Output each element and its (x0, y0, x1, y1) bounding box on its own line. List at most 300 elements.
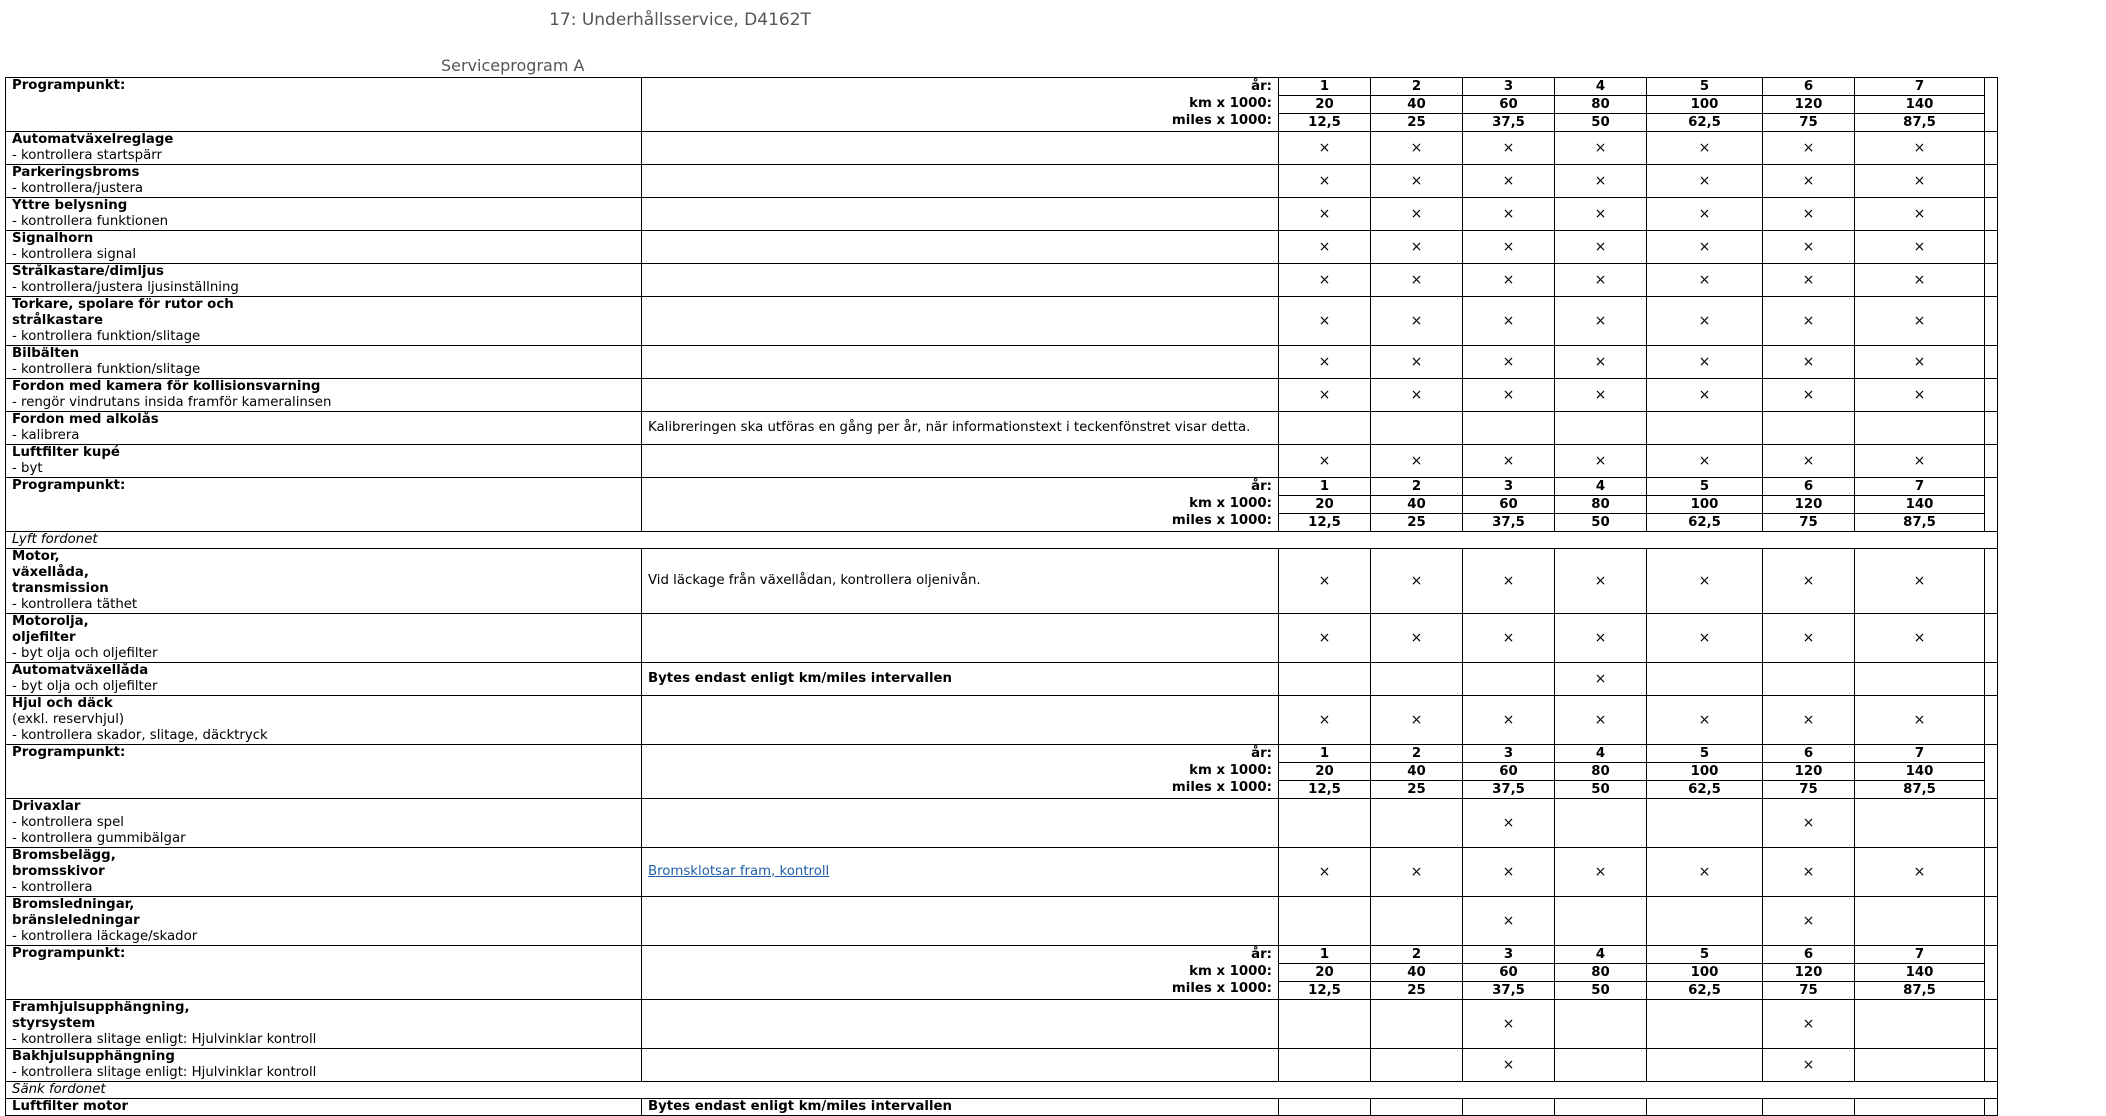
interval-mark: × (1763, 132, 1855, 165)
interval-mark (1985, 1099, 1998, 1116)
interval-mark: × (1647, 614, 1763, 663)
item-note: Bytes endast enligt km/miles intervallen (642, 663, 1279, 696)
item-subtask: - kalibrera (12, 428, 80, 443)
interval-value: 40 (1371, 96, 1462, 114)
item-note (642, 198, 1279, 231)
interval-column-5 (1647, 478, 1763, 532)
overflow-column (1985, 1049, 1998, 1082)
table-row (6, 165, 1998, 198)
interval-mark: × (1855, 198, 1985, 231)
item-title: Bakhjulsupphängning (12, 1049, 175, 1064)
item-title: styrsystem (12, 1016, 96, 1031)
item-note (642, 696, 1279, 745)
interval-column-6 (1763, 478, 1855, 532)
interval-value: 7 (1855, 745, 1984, 763)
interval-mark: × (1647, 165, 1763, 198)
table-row (6, 346, 1998, 379)
interval-value: 4 (1555, 745, 1646, 763)
interval-value: 120 (1763, 96, 1854, 114)
interval-label: år: (1251, 746, 1272, 761)
interval-mark (1855, 663, 1985, 696)
interval-mark: × (1279, 346, 1371, 379)
interval-mark (1855, 897, 1985, 946)
table-row (6, 297, 1998, 346)
item-note (642, 379, 1279, 412)
interval-labels (642, 78, 1279, 132)
overflow-column (1985, 663, 1998, 696)
interval-mark: × (1463, 1049, 1555, 1082)
interval-column-3 (1463, 78, 1555, 132)
interval-value: 140 (1855, 496, 1984, 514)
interval-label: km x 1000: (1189, 763, 1272, 778)
item-title: Framhjulsupphängning, (12, 1000, 190, 1015)
interval-value: 3 (1463, 745, 1554, 763)
interval-value: 140 (1855, 763, 1984, 781)
table-row (6, 1049, 1998, 1082)
table-row (6, 132, 1998, 165)
interval-value: 60 (1463, 964, 1554, 982)
interval-mark (1555, 1049, 1647, 1082)
item-subtask: - kontrollera funktionen (12, 214, 169, 229)
interval-value: 7 (1855, 78, 1984, 96)
interval-value: 62,5 (1688, 115, 1721, 130)
interval-mark: × (1763, 379, 1855, 412)
interval-mark: × (1763, 1000, 1855, 1049)
interval-mark (1555, 1099, 1647, 1116)
interval-mark: × (1855, 614, 1985, 663)
item-name (6, 897, 642, 946)
item-note (642, 614, 1279, 663)
interval-column-6 (1763, 745, 1855, 799)
table-row (6, 379, 1998, 412)
interval-column-5 (1647, 946, 1763, 1000)
interval-labels (642, 745, 1279, 799)
interval-mark: × (1279, 696, 1371, 745)
interval-mark: × (1371, 165, 1463, 198)
interval-column-7 (1855, 745, 1985, 799)
table-row (6, 897, 1998, 946)
interval-labels (642, 946, 1279, 1000)
interval-value: 60 (1463, 496, 1554, 514)
item-note (642, 264, 1279, 297)
item-subtask: - byt (12, 461, 43, 476)
interval-mark: × (1855, 165, 1985, 198)
interval-mark: × (1371, 696, 1463, 745)
interval-mark (1763, 412, 1855, 445)
interval-value: 7 (1855, 478, 1984, 496)
interval-value: 62,5 (1688, 515, 1721, 530)
interval-value: 12,5 (1308, 983, 1341, 998)
item-name (6, 445, 642, 478)
interval-mark: × (1279, 379, 1371, 412)
overflow-column (1985, 946, 1998, 1000)
interval-column-3 (1463, 478, 1555, 532)
interval-mark: × (1763, 264, 1855, 297)
table-row (6, 614, 1998, 663)
interval-value: 2 (1371, 478, 1462, 496)
interval-value: 20 (1279, 763, 1370, 781)
interval-mark: × (1463, 848, 1555, 897)
item-note: Vid läckage från växellådan, kontrollera oljenivån. (642, 549, 1279, 614)
interval-mark: × (1555, 297, 1647, 346)
overflow-column (1985, 198, 1998, 231)
item-title: strålkastare (12, 313, 103, 328)
interval-value: 100 (1647, 496, 1762, 514)
interval-mark (1855, 412, 1985, 445)
item-name (6, 264, 642, 297)
item-subtask: - kontrollera slitage enligt: Hjulvinklar kontroll (12, 1065, 317, 1080)
interval-mark (1647, 412, 1763, 445)
interval-label: år: (1251, 947, 1272, 962)
item-title: Hjul och däck (12, 696, 113, 711)
overflow-column (1985, 614, 1998, 663)
item-name (6, 412, 642, 445)
item-name (6, 379, 642, 412)
item-note: Kalibreringen ska utföras en gång per år, när informationstext i teckenfönstret visar detta. (642, 412, 1279, 445)
table-row (6, 1000, 1998, 1049)
table-header-row (6, 745, 1998, 799)
interval-mark (1463, 663, 1555, 696)
interval-column-7 (1855, 478, 1985, 532)
item-name (6, 663, 642, 696)
interval-mark (1279, 412, 1371, 445)
interval-mark: × (1555, 165, 1647, 198)
interval-mark: × (1279, 264, 1371, 297)
interval-mark (1855, 1099, 1985, 1116)
overflow-column (1985, 165, 1998, 198)
interval-value: 1 (1279, 745, 1370, 763)
interval-mark (1555, 799, 1647, 848)
interval-mark: × (1763, 549, 1855, 614)
programpunkt-label: Programpunkt: (6, 478, 642, 532)
item-name (6, 848, 642, 897)
interval-mark: × (1463, 445, 1555, 478)
interval-label: miles x 1000: (1171, 780, 1272, 795)
document-title: 17: Underhållsservice, D4162T (549, 10, 811, 30)
interval-mark (1371, 1099, 1463, 1116)
interval-value: 6 (1763, 946, 1854, 964)
interval-value: 25 (1407, 782, 1426, 797)
interval-mark: × (1463, 264, 1555, 297)
item-title: Fordon med kamera för kollisionsvarning (12, 379, 321, 394)
interval-value: 120 (1763, 763, 1854, 781)
interval-mark: × (1371, 264, 1463, 297)
interval-value: 75 (1799, 782, 1818, 797)
interval-mark: × (1371, 848, 1463, 897)
item-title: Drivaxlar (12, 799, 81, 814)
item-subtask: - kontrollera signal (12, 247, 137, 262)
interval-value: 50 (1591, 115, 1610, 130)
item-title: Torkare, spolare för rutor och (12, 297, 234, 312)
interval-mark (1647, 663, 1763, 696)
interval-value: 12,5 (1308, 115, 1341, 130)
item-subtask: - kontrollera läckage/skador (12, 929, 198, 944)
item-note (642, 231, 1279, 264)
interval-mark (1279, 663, 1371, 696)
item-name (6, 696, 642, 745)
item-subtask: - kontrollera (12, 880, 93, 895)
interval-value: 75 (1799, 983, 1818, 998)
table-row (6, 264, 1998, 297)
interval-mark: × (1763, 165, 1855, 198)
interval-column-3 (1463, 745, 1555, 799)
item-name: Luftfilter motor (6, 1099, 642, 1116)
item-subtask: - kontrollera funktion/slitage (12, 362, 201, 377)
interval-mark: × (1855, 132, 1985, 165)
interval-value: 25 (1407, 115, 1426, 130)
overflow-column (1985, 379, 1998, 412)
item-subtask: (exkl. reservhjul) (12, 712, 125, 727)
interval-mark: × (1763, 696, 1855, 745)
table-row (6, 412, 1998, 445)
interval-mark: × (1855, 379, 1985, 412)
interval-mark: × (1647, 346, 1763, 379)
interval-value: 62,5 (1688, 782, 1721, 797)
interval-mark: × (1279, 445, 1371, 478)
interval-mark: × (1279, 549, 1371, 614)
item-name (6, 132, 642, 165)
item-note: Bytes endast enligt km/miles intervallen (642, 1099, 1279, 1116)
table-row (6, 799, 1998, 848)
interval-value: 80 (1555, 763, 1646, 781)
interval-mark (1555, 897, 1647, 946)
note-link[interactable]: Bromsklotsar fram, kontroll (648, 864, 830, 879)
interval-value: 5 (1647, 946, 1762, 964)
interval-value: 4 (1555, 478, 1646, 496)
interval-value: 5 (1647, 745, 1762, 763)
item-title: Parkeringsbroms (12, 165, 140, 180)
overflow-column (1985, 745, 1998, 799)
interval-value: 37,5 (1492, 515, 1525, 530)
interval-mark: × (1763, 614, 1855, 663)
overflow-column (1985, 848, 1998, 897)
item-name (6, 231, 642, 264)
interval-value: 4 (1555, 946, 1646, 964)
overflow-column (1985, 412, 1998, 445)
interval-mark: × (1763, 799, 1855, 848)
interval-mark: × (1555, 445, 1647, 478)
item-subtask: - kontrollera/justera (12, 181, 144, 196)
interval-mark (1463, 1099, 1555, 1116)
item-subtask: - byt olja och oljefilter (12, 679, 158, 694)
interval-column-1 (1279, 78, 1371, 132)
interval-mark: × (1855, 231, 1985, 264)
interval-mark: × (1647, 198, 1763, 231)
interval-mark (1763, 1099, 1855, 1116)
interval-mark: × (1279, 848, 1371, 897)
item-name (6, 1000, 642, 1049)
overflow-column (1985, 132, 1998, 165)
interval-label: km x 1000: (1189, 96, 1272, 111)
interval-mark (1371, 412, 1463, 445)
interval-label: år: (1251, 79, 1272, 94)
interval-value: 20 (1279, 964, 1370, 982)
interval-mark: × (1855, 696, 1985, 745)
interval-column-5 (1647, 78, 1763, 132)
interval-column-2 (1371, 946, 1463, 1000)
item-title: bränsleledningar (12, 913, 140, 928)
interval-mark: × (1279, 231, 1371, 264)
interval-value: 62,5 (1688, 983, 1721, 998)
interval-column-3 (1463, 946, 1555, 1000)
interval-mark: × (1279, 297, 1371, 346)
overflow-column (1985, 231, 1998, 264)
interval-mark (1647, 1000, 1763, 1049)
interval-column-2 (1371, 745, 1463, 799)
interval-value: 2 (1371, 78, 1462, 96)
interval-value: 20 (1279, 96, 1370, 114)
interval-mark: × (1555, 231, 1647, 264)
interval-value: 75 (1799, 515, 1818, 530)
interval-mark: × (1371, 132, 1463, 165)
interval-value: 2 (1371, 946, 1462, 964)
interval-mark: × (1463, 132, 1555, 165)
interval-mark: × (1463, 379, 1555, 412)
interval-mark: × (1763, 445, 1855, 478)
item-note (642, 848, 1279, 897)
item-subtask: - kontrollera skador, slitage, däcktryck (12, 728, 268, 743)
interval-value: 100 (1647, 763, 1762, 781)
interval-column-4 (1555, 478, 1647, 532)
interval-column-1 (1279, 946, 1371, 1000)
item-subtask: - rengör vindrutans insida framför kameralinsen (12, 395, 332, 410)
interval-value: 140 (1855, 964, 1984, 982)
interval-mark: × (1555, 198, 1647, 231)
interval-mark: × (1371, 346, 1463, 379)
interval-mark: × (1463, 1000, 1555, 1049)
interval-value: 87,5 (1903, 515, 1936, 530)
interval-value: 3 (1463, 946, 1554, 964)
interval-mark: × (1555, 614, 1647, 663)
interval-mark: × (1279, 198, 1371, 231)
interval-mark: × (1371, 614, 1463, 663)
interval-value: 120 (1763, 496, 1854, 514)
interval-value: 37,5 (1492, 782, 1525, 797)
interval-mark: × (1763, 231, 1855, 264)
interval-value: 20 (1279, 496, 1370, 514)
interval-mark: × (1463, 696, 1555, 745)
interval-value: 3 (1463, 78, 1554, 96)
section-title: Sänk fordonet (6, 1082, 1998, 1099)
item-note (642, 445, 1279, 478)
interval-value: 40 (1371, 763, 1462, 781)
interval-mark: × (1647, 379, 1763, 412)
table-row (6, 696, 1998, 745)
interval-mark: × (1463, 198, 1555, 231)
programpunkt-label: Programpunkt: (6, 946, 642, 1000)
interval-mark (1647, 897, 1763, 946)
interval-value: 60 (1463, 96, 1554, 114)
item-subtask: - kontrollera täthet (12, 597, 138, 612)
interval-value: 80 (1555, 96, 1646, 114)
overflow-column (1985, 445, 1998, 478)
interval-mark (1463, 412, 1555, 445)
interval-mark (1647, 1049, 1763, 1082)
table-header-row (6, 946, 1998, 1000)
interval-mark (1279, 799, 1371, 848)
item-title: Bromsbelägg, (12, 848, 116, 863)
interval-value: 6 (1763, 78, 1854, 96)
overflow-column (1985, 799, 1998, 848)
interval-mark (1279, 1049, 1371, 1082)
item-title: Automatväxelreglage (12, 132, 174, 147)
interval-value: 50 (1591, 515, 1610, 530)
item-subtask: - byt olja och oljefilter (12, 646, 158, 661)
section-row (6, 532, 1998, 549)
programpunkt-label: Programpunkt: (6, 78, 642, 132)
interval-mark: × (1555, 848, 1647, 897)
item-title: Automatväxellåda (12, 663, 149, 678)
item-title: transmission (12, 581, 109, 596)
overflow-column (1985, 346, 1998, 379)
interval-column-5 (1647, 745, 1763, 799)
item-title: Motor, (12, 549, 60, 564)
item-title: Strålkastare/dimljus (12, 264, 164, 279)
interval-mark: × (1555, 696, 1647, 745)
interval-mark: × (1463, 346, 1555, 379)
item-note (642, 799, 1279, 848)
item-title: Fordon med alkolås (12, 412, 159, 427)
item-name (6, 297, 642, 346)
item-title: oljefilter (12, 630, 76, 645)
interval-mark: × (1371, 379, 1463, 412)
interval-column-6 (1763, 78, 1855, 132)
interval-mark: × (1647, 848, 1763, 897)
interval-value: 25 (1407, 983, 1426, 998)
item-note (642, 132, 1279, 165)
interval-mark (1763, 663, 1855, 696)
item-subtask: - kontrollera funktion/slitage (12, 329, 201, 344)
interval-mark: × (1647, 297, 1763, 346)
interval-mark: × (1463, 897, 1555, 946)
item-subtask: - kontrollera spel (12, 815, 124, 830)
interval-column-4 (1555, 78, 1647, 132)
interval-column-7 (1855, 946, 1985, 1000)
item-title: Bilbälten (12, 346, 80, 361)
item-title: bromsskivor (12, 864, 105, 879)
interval-mark (1371, 799, 1463, 848)
interval-mark: × (1855, 549, 1985, 614)
interval-value: 87,5 (1903, 983, 1936, 998)
interval-mark: × (1763, 198, 1855, 231)
item-title: Motorolja, (12, 614, 89, 629)
interval-label: år: (1251, 479, 1272, 494)
interval-value: 140 (1855, 96, 1984, 114)
interval-value: 50 (1591, 782, 1610, 797)
interval-value: 50 (1591, 983, 1610, 998)
interval-mark: × (1855, 445, 1985, 478)
interval-column-7 (1855, 78, 1985, 132)
interval-value: 75 (1799, 115, 1818, 130)
interval-value: 2 (1371, 745, 1462, 763)
interval-value: 80 (1555, 496, 1646, 514)
table-row (6, 663, 1998, 696)
interval-mark: × (1647, 549, 1763, 614)
interval-mark (1647, 1099, 1763, 1116)
table-row (6, 198, 1998, 231)
interval-column-1 (1279, 745, 1371, 799)
interval-value: 87,5 (1903, 115, 1936, 130)
interval-mark: × (1555, 663, 1647, 696)
item-name (6, 165, 642, 198)
interval-column-6 (1763, 946, 1855, 1000)
interval-mark: × (1855, 264, 1985, 297)
item-name (6, 1049, 642, 1082)
item-note (642, 297, 1279, 346)
interval-value: 120 (1763, 964, 1854, 982)
interval-mark (1279, 1000, 1371, 1049)
item-name (6, 198, 642, 231)
